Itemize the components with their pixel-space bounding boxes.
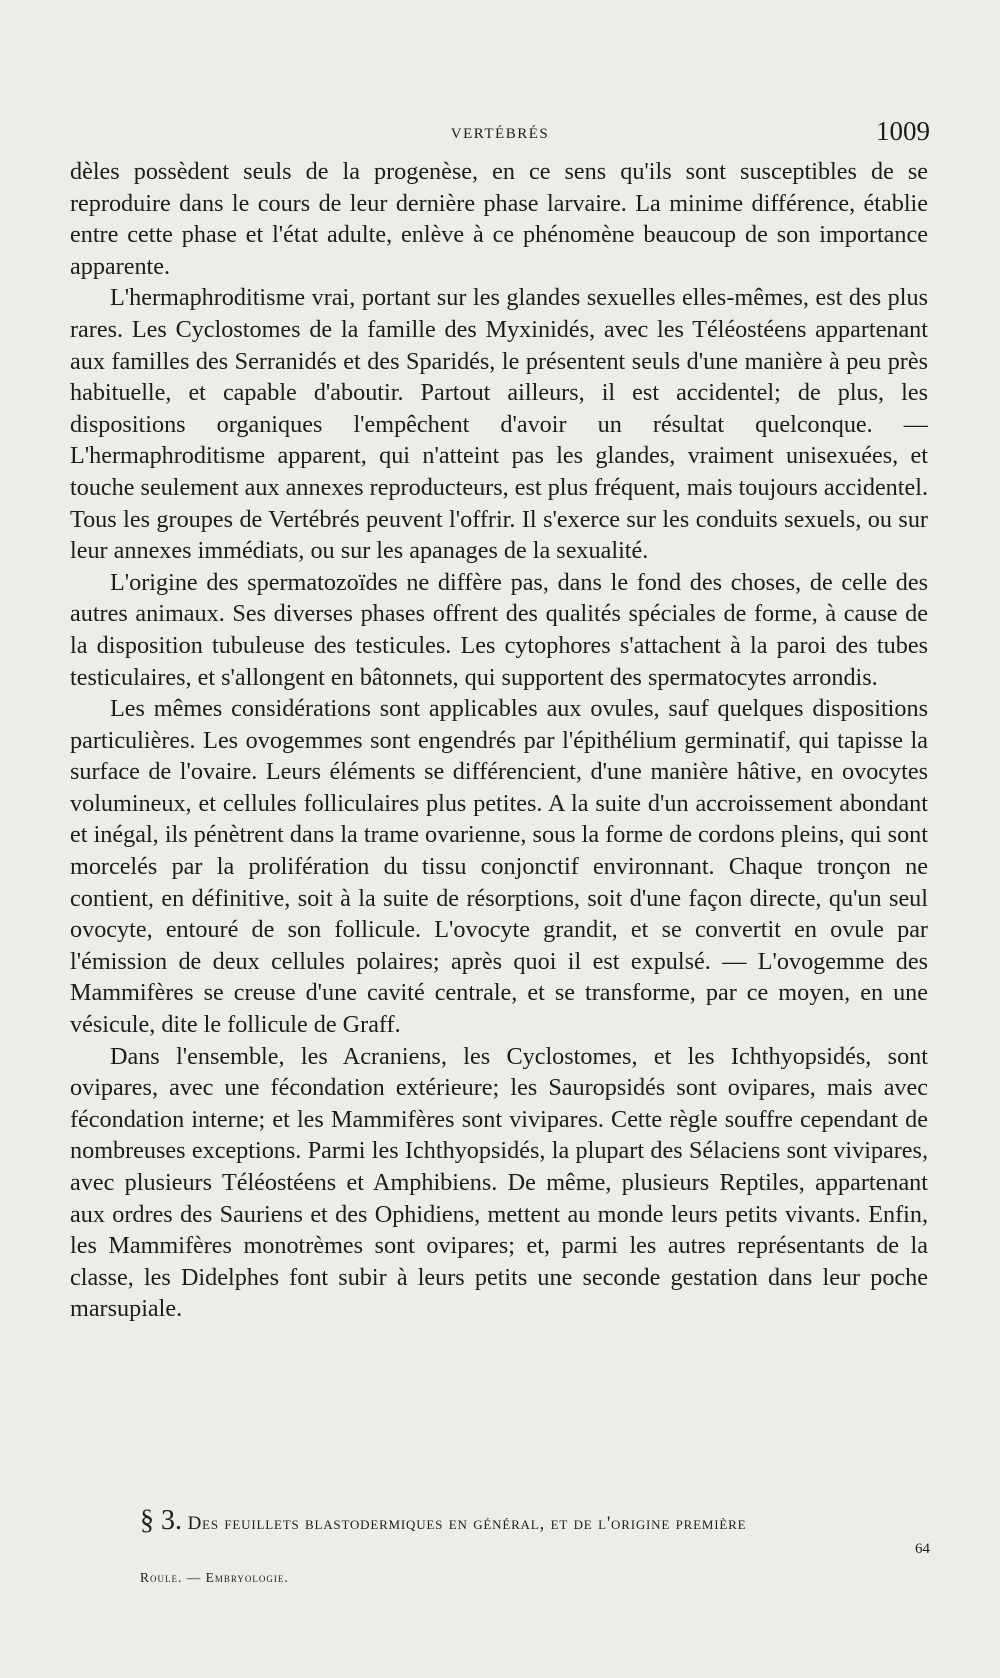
section-mark: § 3.	[140, 1505, 182, 1536]
page-footer: Roule. — Embryologie.	[140, 1570, 289, 1585]
paragraph-spermatozoa-origin: L'origine des spermatozoïdes ne diffère pas, dans le fond des choses, de celle des autres animaux. Ses diverses phases offrent des qualités spéciales de forme, à cause de la disposition tubuleuse des testicules. Les cytophores s'attachent à la paroi des tubes testiculaires, et s'allongent en bâtonnets, qui supportent des spermatocytes arrondis.	[70, 568, 928, 691]
section-heading-text: Des feuillets blastodermiques en général, et de l'origine première	[187, 1513, 747, 1534]
paragraph-continuation: dèles possèdent seuls de la progenèse, en ce sens qu'ils sont susceptibles de se reproduire dans le cours de leur dernière phase larvaire. La minime différence, établie entre cette phase et l'état adulte, enlève à ce phénomène beaucoup de son importance apparente.	[70, 158, 928, 280]
paragraph-ovules: Les mêmes considérations sont applicables aux ovules, sauf quelques dispositions particulières. Les ovogemmes sont engendrés par l'épithélium germinatif, qui tapisse la surface de l'ovaire. Leurs éléments se différencient, d'une manière hâtive, en ovocytes volumineux, et cellules folliculaires plus petites. A la suite d'un accroissement abondant et inégal, ils pénètrent dans la trame ovarienne, sous la forme de cordons pleins, qui sont morcelés par la prolifération du tissu conjonctif environnant. Chaque tronçon ne contient, en définitive, soit à la suite de résorptions, soit d'une façon directe, qu'un seul ovocyte, entouré de son follicule. L'ovocyte grandit, et se convertit en ovule par l'émission de deux cellules polaires; après quoi il est expulsé. — L'ovogemme des Mammifères se creuse d'une cavité centrale, et se transforme, par ce moyen, en une vésicule, dite le follicule de Graff.	[70, 695, 928, 1039]
page-header	[70, 112, 930, 152]
page-number: 1009	[876, 116, 930, 146]
body-text	[70, 156, 928, 1325]
paragraph-oviparity: Dans l'ensemble, les Acraniens, les Cyclostomes, et les Ichthyopsidés, sont ovipares, avec une fécondation extérieure; les Sauropsidés sont ovipares, mais avec fécondation interne; et les Mammifères sont vivipares. Cette règle souffre cependant de nombreuses exceptions. Parmi les Ichthyopsidés, la plupart des Sélaciens sont vivipares, avec plusieurs Téléostéens et Amphibiens. De même, plusieurs Reptiles, appartenant aux ordres des Sauriens et des Ophidiens, mettent au monde leurs petits vivants. Enfin, les Mammifères monotrèmes sont ovipares; et, parmi les autres représentants de la classe, les Didelphes font subir à leurs petits une seconde gestation dans leur poche marsupiale.	[70, 1042, 928, 1323]
signature-mark: 64	[915, 1541, 930, 1557]
section-heading	[140, 1505, 930, 1537]
paragraph-hermaphroditism: L'hermaphroditisme vrai, portant sur les glandes sexuelles elles-mêmes, est des plus rares. Les Cyclostomes de la famille des Myxinidés, avec les Téléostéens appartenant aux familles des Serranidés et des Sparidés, le présentent seuls d'une manière à peu près habituelle, et capable d'aboutir. Partout ailleurs, il est accidentel; de plus, les dispositions organiques l'empêchent d'avoir un résultat quelconque. — L'hermaphroditisme apparent, qui n'atteint pas les glandes, vraiment unisexuées, et touche seulement aux annexes reproducteurs, est plus fréquent, mais toujours accidentel. Tous les groupes de Vertébrés peuvent l'offrir. Il s'exerce sur les conduits sexuels, ou sur leur annexes immédiats, ou sur les apanages de la sexualité.	[70, 284, 928, 565]
running-head: VERTÉBRÉS	[450, 126, 550, 142]
